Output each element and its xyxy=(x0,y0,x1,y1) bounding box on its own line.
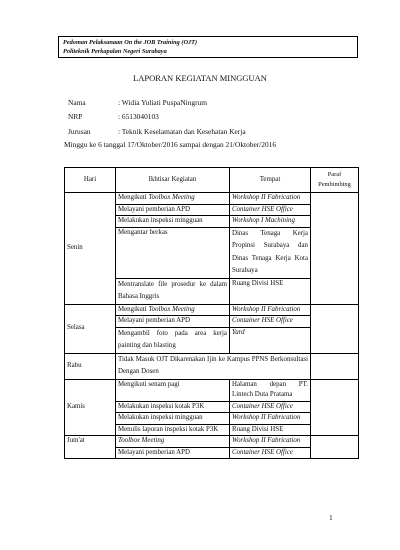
place-cell: Container HSE Office xyxy=(230,204,311,216)
activity-cell: Melakukan inspeksi mingguan xyxy=(116,216,230,228)
place-cell: Workshop II Fabrication xyxy=(230,413,311,425)
place-cell: Ruang Divisi HSE xyxy=(230,278,311,304)
table-header-row xyxy=(65,168,359,193)
paraf-cell xyxy=(311,379,359,436)
jurusan-label: Jurusan xyxy=(68,127,91,136)
header-line-2: Politeknik Perkapalan Negeri Surabaya xyxy=(63,48,167,55)
activity-cell xyxy=(116,304,230,316)
paraf-cell xyxy=(311,353,359,379)
info-jurusan xyxy=(68,127,246,137)
paraf-cell xyxy=(311,436,359,459)
activity-cell: Toolbox Meeting xyxy=(116,436,230,448)
info-nama xyxy=(68,98,207,108)
activity-text: Mengikuti xyxy=(118,305,149,313)
day-selasa: Selasa xyxy=(65,304,116,353)
activity-cell: Mengikuti senam pagi xyxy=(116,379,230,401)
header-tempat: Tempat xyxy=(230,168,311,193)
paraf-cell xyxy=(311,304,359,353)
activity-cell: Mengantar berkas xyxy=(116,227,230,278)
header-line-1: Pedoman Pelaksanaan On the JOB Training (OJT) xyxy=(63,39,198,46)
place-cell: Halaman depan PT. Lintech Duta Pratama xyxy=(230,379,311,401)
activity-cell: Melakukan inspeksi kotak P3K xyxy=(116,401,230,413)
place-cell: Workshop I Machining xyxy=(230,216,311,228)
place-cell: Workshop II Fabrication xyxy=(230,193,311,205)
activity-cell: Menulis laporan inspeksi kotak P3K xyxy=(116,424,230,436)
place-cell: Workshop II Fabrication xyxy=(230,436,311,448)
place-cell: Workshop II Fabrication xyxy=(230,304,311,316)
nrp-value: : 6513040103 xyxy=(118,112,159,121)
day-kamis: Kamis xyxy=(65,379,116,436)
jurusan-value: : Teknik Keselamatan dan Kesehatan Kerja xyxy=(118,127,246,136)
place-cell: Ruang Divisi HSE xyxy=(230,424,311,436)
info-minggu: Minggu ke 6 tanggal 17/Oktober/2016 sampai dengan 21/Oktober/2016 xyxy=(64,140,277,149)
place-cell: Container HSE Office xyxy=(230,401,311,413)
nrp-label: NRP xyxy=(68,112,83,121)
nama-label: Nama xyxy=(68,98,86,107)
page-number: 1 xyxy=(329,513,333,522)
activity-italic: Toolbox Meeting xyxy=(148,305,195,313)
activity-cell: Melayani pemberian APD xyxy=(116,316,230,328)
activity-italic: Toolbox Meeting xyxy=(148,194,195,201)
activity-cell xyxy=(116,193,230,205)
place-cell: Container HSE Office xyxy=(230,447,311,459)
table-row xyxy=(65,379,359,401)
header-hari: Hari xyxy=(65,168,116,193)
place-cell: Dinas Tenaga Kerja Propinsi Surabaya dan Dinas Tenaga Kerja Kota Surabaya xyxy=(230,227,311,278)
place-cell: Yard xyxy=(230,327,311,353)
activity-cell: Melayani pemberian APD xyxy=(116,447,230,459)
table-row xyxy=(65,436,359,448)
document-header-box xyxy=(58,36,358,58)
day-senin: Senin xyxy=(65,193,116,305)
info-nrp xyxy=(68,112,159,122)
activity-text: Mengikuti xyxy=(118,194,149,201)
table-row xyxy=(65,193,359,205)
activity-cell: Melayani pemberian APD xyxy=(116,204,230,216)
activity-cell: Melakukan inspeksi mingguan xyxy=(116,413,230,425)
weekly-activity-table xyxy=(64,167,359,459)
header-paraf: Paraf Pembimbing xyxy=(311,168,359,193)
activity-cell: Mentranslate file prosedur ke dalam Bahasa Inggris xyxy=(116,278,230,304)
header-kegiatan: Ikhtisar Kegiatan xyxy=(116,168,230,193)
place-cell: Container HSE Office xyxy=(230,316,311,328)
table-row xyxy=(65,304,359,316)
paraf-cell xyxy=(311,193,359,305)
report-title: LAPORAN KEGIATAN MINGGUAN xyxy=(133,73,267,83)
activity-cell: Tidak Masuk OJT Dikarenakan Ijin ke Kampus PPNS Berkonsultasi Dengan Dosen xyxy=(116,353,311,379)
day-rabu: Rabu xyxy=(65,353,116,379)
day-jumat: Jum'at xyxy=(65,436,116,459)
table-row xyxy=(65,353,359,379)
activity-cell: Mengambil foto pada area kerja painting dan blasting xyxy=(116,327,230,353)
nama-value: : Widia Yuliati PuspaNingrum xyxy=(118,98,207,107)
